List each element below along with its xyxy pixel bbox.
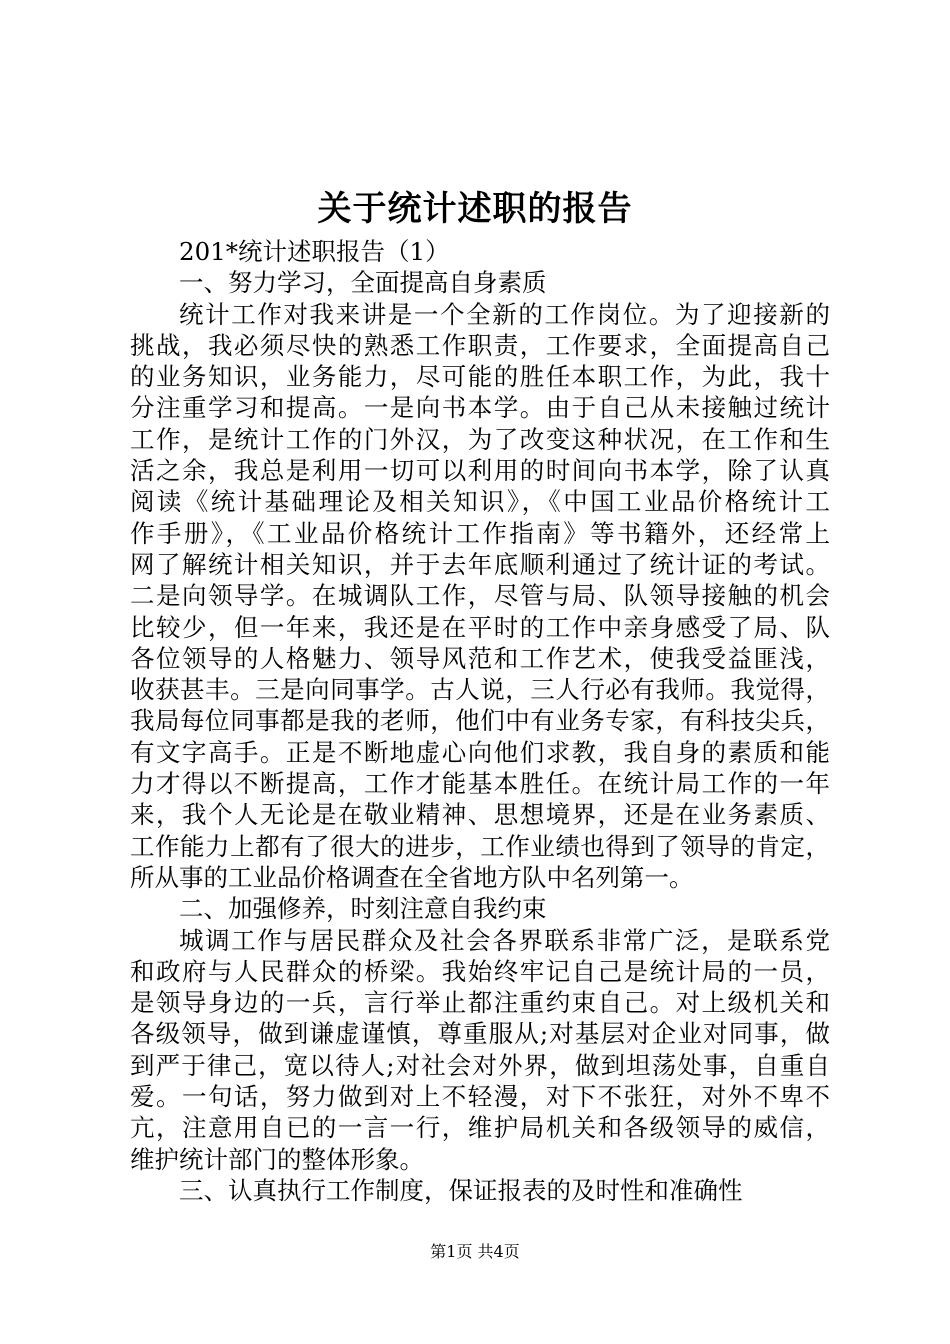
paragraph-line: 各级领导，做到谦虚谨慎，尊重服从;对基层对企业对同事，做 xyxy=(130,1019,830,1049)
paragraph-line: 到严于律己，宽以待人;对社会对外界，做到坦荡处事，自重自 xyxy=(130,1050,830,1080)
page-footer: 第1页 共4页 xyxy=(430,1242,520,1261)
document-title: 关于统计述职的报告 xyxy=(317,189,633,229)
paragraph-line: 统计工作对我来讲是一个全新的工作岗位。为了迎接新的 xyxy=(179,299,830,329)
paragraph-line: 作手册》，《工业品价格统计工作指南》等书籍外，还经常上 xyxy=(130,518,830,548)
section-heading-3: 三、认真执行工作制度，保证报表的及时性和准确性 xyxy=(179,1175,743,1205)
paragraph-line: 各位领导的人格魅力、领导风范和工作艺术，使我受益匪浅， xyxy=(130,643,830,673)
paragraph-line: 维护统计部门的整体形象。 xyxy=(130,1144,424,1174)
paragraph-line: 活之余，我总是利用一切可以利用的时间向书本学，除了认真 xyxy=(130,456,830,486)
paragraph-line: 挑战，我必须尽快的熟悉工作职责，工作要求，全面提高自己 xyxy=(130,330,830,360)
paragraph-line: 分注重学习和提高。一是向书本学。由于自己从未接触过统计 xyxy=(130,393,830,423)
paragraph-line: 的业务知识，业务能力，尽可能的胜任本职工作，为此，我十 xyxy=(130,362,830,392)
document-body xyxy=(130,236,830,1206)
paragraph-line: 网了解统计相关知识，并于去年底顺利通过了统计证的考试。 xyxy=(130,549,830,579)
paragraph-line: 和政府与人民群众的桥梁。我始终牢记自己是统计局的一员， xyxy=(130,956,830,986)
paragraph-line: 力才得以不断提高，工作才能基本胜任。在统计局工作的一年 xyxy=(130,769,830,799)
paragraph-line: 二是向领导学。在城调队工作，尽管与局、队领导接触的机会 xyxy=(130,581,830,611)
paragraph-line: 工作，是统计工作的门外汉，为了改变这种状况，在工作和生 xyxy=(130,424,830,454)
section-heading-2: 二、加强修养，时刻注意自我约束 xyxy=(179,894,547,924)
paragraph-line: 爱。一句话，努力做到对上不轻漫，对下不张狂，对外不卑不 xyxy=(130,1082,830,1112)
paragraph-line: 比较少，但一年来，我还是在平时的工作中亲身感受了局、队 xyxy=(130,612,830,642)
paragraph-line: 是领导身边的一兵，言行举止都注重约束自己。对上级机关和 xyxy=(130,988,830,1018)
section-heading-1: 一、努力学习，全面提高自身素质 xyxy=(179,268,547,298)
paragraph-line: 收获甚丰。三是向同事学。古人说，三人行必有我师。我觉得， xyxy=(130,675,830,705)
paragraph-line: 来，我个人无论是在敬业精神、思想境界，还是在业务素质、 xyxy=(130,800,830,830)
paragraph-line: 我局每位同事都是我的老师，他们中有业务专家，有科技尖兵， xyxy=(130,706,830,736)
paragraph-line: 城调工作与居民群众及社会各界联系非常广泛，是联系党 xyxy=(179,925,830,955)
paragraph-line: 亢，注意用自已的一言一行，维护局机关和各级领导的威信， xyxy=(130,1113,830,1143)
paragraph-line: 有文字高手。正是不断地虚心向他们求教，我自身的素质和能 xyxy=(130,737,830,767)
subtitle-line: 201*统计述职报告（1） xyxy=(179,237,450,266)
paragraph-line: 所从事的工业品价格调查在全省地方队中名列第一。 xyxy=(130,862,694,892)
paragraph-line: 工作能力上都有了很大的进步，工作业绩也得到了领导的肯定， xyxy=(130,831,830,861)
paragraph-line: 阅读《统计基础理论及相关知识》，《中国工业品价格统计工 xyxy=(130,487,830,517)
